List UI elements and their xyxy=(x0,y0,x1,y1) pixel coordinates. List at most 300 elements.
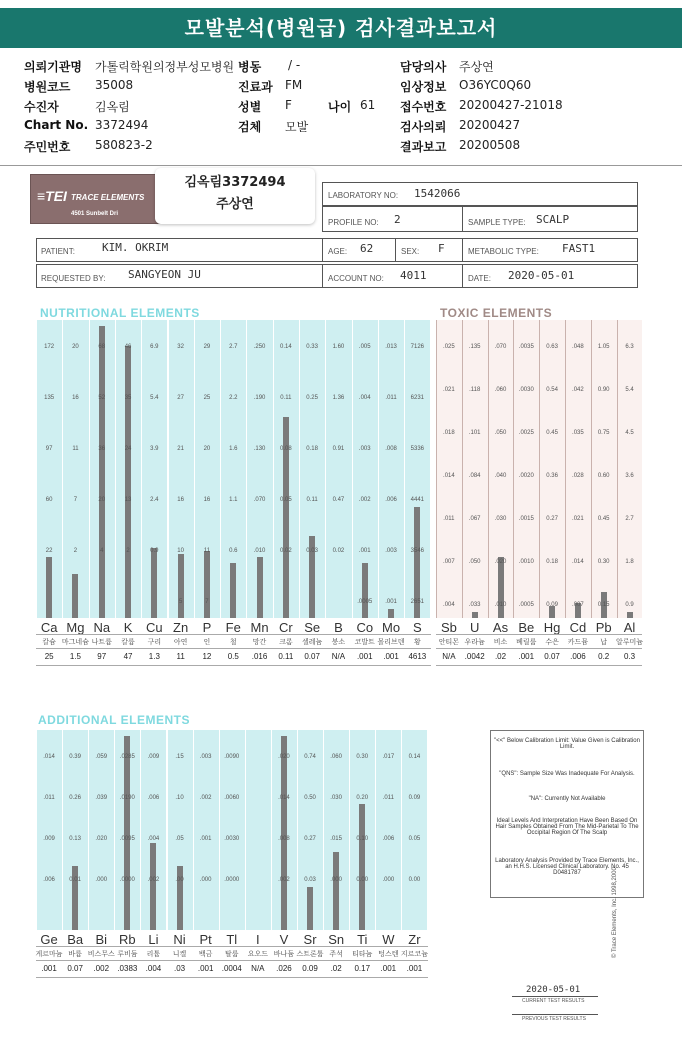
tick-label: .004 xyxy=(358,395,371,401)
element-value: N/A xyxy=(442,652,456,661)
hospital-code-label: 병원코드 xyxy=(24,80,71,94)
tick-label: 0.11 xyxy=(280,395,292,401)
tick-label: .001 xyxy=(385,599,397,605)
tick-label: .011 xyxy=(43,795,55,801)
element-value: .001 xyxy=(406,964,423,973)
element-value: 0.5 xyxy=(227,652,239,661)
tick-label: .250 xyxy=(253,344,266,350)
tick-label: 1.60 xyxy=(332,344,345,350)
tick-label: .0090 xyxy=(224,754,240,760)
doctor-value: 주상연 xyxy=(459,60,494,74)
tick-label: 0.25 xyxy=(306,395,318,401)
tick-label: .050 xyxy=(494,430,507,436)
tick-label: 0.02 xyxy=(332,548,345,554)
tick-label: 2.7 xyxy=(229,344,238,350)
element-symbol: Pb xyxy=(595,620,612,635)
element-korean-name: 백금 xyxy=(198,950,213,958)
grid-line xyxy=(436,665,642,666)
element-korean-name: 망간 xyxy=(252,638,267,646)
tick-label: .028 xyxy=(572,473,584,479)
element-symbol: U xyxy=(469,620,480,635)
tick-label: .0005 xyxy=(518,602,534,608)
element-value: 0.07 xyxy=(544,652,560,661)
element-bar xyxy=(281,736,287,930)
tick-label: 24 xyxy=(124,446,132,452)
element-value: 12 xyxy=(202,652,212,661)
tick-label: .059 xyxy=(95,754,108,760)
element-bar xyxy=(204,551,210,618)
element-korean-name: 카드뮴 xyxy=(567,638,589,646)
grid-line xyxy=(36,648,431,649)
element-symbol: Co xyxy=(356,620,374,635)
element-bar xyxy=(472,612,478,618)
tick-label: .048 xyxy=(572,344,584,350)
tick-label: 2.4 xyxy=(150,497,159,503)
element-korean-name: 알루미늄 xyxy=(615,638,644,646)
element-bar xyxy=(257,557,263,618)
tick-label: 6.3 xyxy=(625,344,634,350)
element-korean-name: 게르마늄 xyxy=(35,950,63,958)
tick-label: .0285 xyxy=(119,754,135,760)
tick-label: .15 xyxy=(175,754,184,760)
trace-elements-logo: TRACE ELEMENTS 4501 Sunbelt Dri ≡TEI xyxy=(30,174,162,224)
element-value: .0004 xyxy=(221,964,242,973)
element-column xyxy=(375,730,401,930)
form-patient-value: KIM. OKRIM xyxy=(102,241,169,254)
element-value: 0.2 xyxy=(598,652,610,661)
element-value: 47 xyxy=(123,652,133,661)
element-value: 0.3 xyxy=(623,652,636,661)
element-symbol: S xyxy=(413,620,422,635)
element-symbol: As xyxy=(492,620,509,635)
tick-label: 0.01 xyxy=(69,877,81,883)
tick-label: .011 xyxy=(385,395,397,401)
tick-label: .0035 xyxy=(518,344,534,350)
request-label: 검사의뢰 xyxy=(400,120,447,134)
tick-label: .190 xyxy=(253,395,266,401)
element-korean-name: 비소 xyxy=(493,638,508,646)
tick-label: 29 xyxy=(203,344,211,350)
element-korean-name: 나트륨 xyxy=(91,638,112,646)
dept-value: FM xyxy=(285,78,303,92)
patient-label: 수진자 xyxy=(24,100,59,114)
tick-label: .00 xyxy=(175,877,184,883)
element-korean-name: 티타늄 xyxy=(352,950,373,958)
tick-label: 135 xyxy=(44,395,55,401)
element-symbol: Al xyxy=(623,620,636,635)
tick-label: 21 xyxy=(177,446,184,452)
current-date: 2020-05-01 xyxy=(526,985,581,995)
element-column xyxy=(436,320,462,618)
tick-label: .006 xyxy=(385,497,397,503)
tick-label: .017 xyxy=(382,754,395,760)
element-symbol: Se xyxy=(304,620,321,635)
tick-label: 2 xyxy=(126,548,130,554)
element-value: .001 xyxy=(383,652,399,661)
element-korean-name: 칼륨 xyxy=(121,638,135,646)
lab-no-label: LABORATORY NO: xyxy=(328,191,399,200)
element-symbol: Bi xyxy=(95,932,108,947)
tick-label: .021 xyxy=(443,387,455,393)
sticker-line1: 김옥림3372494 xyxy=(184,175,286,190)
tick-label: 0.27 xyxy=(546,516,558,522)
tick-label: 7126 xyxy=(410,344,425,350)
element-symbol: Ni xyxy=(173,932,186,947)
profile-label: PROFILE NO: xyxy=(328,218,379,227)
tick-label: .000 xyxy=(199,877,212,883)
element-bar xyxy=(230,563,236,618)
element-symbol: I xyxy=(256,932,260,947)
tick-label: 5.4 xyxy=(625,387,634,393)
tick-label: 52 xyxy=(98,395,106,401)
tick-label: 0.18 xyxy=(306,446,318,452)
element-korean-name: 바륨 xyxy=(68,950,82,958)
tick-label: .005 xyxy=(358,344,371,350)
tick-label: .006 xyxy=(147,795,160,801)
tick-label: 0.47 xyxy=(332,497,345,503)
patient-value: 김옥림 xyxy=(95,100,130,114)
element-symbol: Ge xyxy=(40,932,58,947)
tick-label: 0.03 xyxy=(304,877,316,883)
tick-label: .130 xyxy=(253,446,266,452)
element-symbol: Sb xyxy=(440,620,457,635)
element-korean-name: 안티몬 xyxy=(438,638,460,646)
element-symbol: Ca xyxy=(40,620,58,635)
profile-value: 2 xyxy=(394,213,401,226)
tick-label: .015 xyxy=(330,836,342,842)
tick-label: .101 xyxy=(468,430,481,436)
element-symbol: Sr xyxy=(303,932,317,947)
tick-label: 5336 xyxy=(410,446,425,452)
element-column xyxy=(462,320,488,618)
tick-label: .039 xyxy=(95,795,108,801)
legend-lab: Laboratory Analysis Provided by Trace Elements, Inc., an H.H.S. Licensed Clinical Laboratory. No. 45 D0481787 xyxy=(495,858,639,876)
element-symbol: Hg xyxy=(543,620,561,635)
element-bar xyxy=(498,557,504,618)
tick-label: .011 xyxy=(382,795,394,801)
tick-label: 0.14 xyxy=(408,754,421,760)
tick-label: 11 xyxy=(203,548,211,554)
clinical-value: O36YC0Q60 xyxy=(459,78,532,92)
report-label: 결과보고 xyxy=(400,140,447,154)
element-korean-name: 인 xyxy=(203,638,211,646)
tick-label: 0.03 xyxy=(306,548,318,554)
tick-label: .030 xyxy=(494,516,507,522)
doctor-label: 담당의사 xyxy=(400,60,447,74)
tick-label: .0025 xyxy=(518,430,534,436)
tick-label: .067 xyxy=(468,516,481,522)
element-bar xyxy=(333,852,339,930)
tick-label: 4.5 xyxy=(625,430,634,436)
element-bar xyxy=(150,843,156,930)
tick-label: 16 xyxy=(177,497,184,503)
requested-value: SANGYEON JU xyxy=(128,268,201,281)
form-age-label: AGE: xyxy=(328,247,348,256)
tick-label: 0.30 xyxy=(356,754,369,760)
tick-label: 3.6 xyxy=(625,473,634,479)
element-bar xyxy=(177,866,183,930)
tick-label: .003 xyxy=(385,548,397,554)
tick-label: 0.05 xyxy=(280,497,292,503)
rrn-value: 580823-2 xyxy=(95,138,153,152)
tick-label: .007 xyxy=(572,602,584,608)
tick-label: 0.13 xyxy=(69,836,81,842)
tick-label: 0.33 xyxy=(306,344,318,350)
tick-label: 4441 xyxy=(410,497,425,503)
tick-label: 0.45 xyxy=(597,516,610,522)
legend-ideal: Ideal Levels And Interpretation Have Been Based On Hair Samples Obtained From The Mid-Parietal To The Occipital Region Of The Scalp xyxy=(495,818,639,836)
legend-na: "NA": Currently Not Available xyxy=(528,796,606,802)
sticker-line2: 주상연 xyxy=(216,197,254,212)
tick-label: 0.02 xyxy=(280,548,292,554)
tick-label: .118 xyxy=(469,387,481,393)
institution-label: 의뢰기관명 xyxy=(24,60,82,74)
tick-label: .003 xyxy=(358,446,371,452)
element-bar xyxy=(307,887,313,930)
tick-label: .008 xyxy=(278,836,290,842)
element-korean-name: 니켈 xyxy=(172,950,187,958)
sex-value: F xyxy=(285,98,292,112)
tick-label: 0.09 xyxy=(408,795,421,801)
element-value: 0.17 xyxy=(354,964,371,973)
tick-label: .014 xyxy=(43,754,55,760)
element-value: 1.3 xyxy=(148,652,160,661)
element-korean-name: 철 xyxy=(229,638,237,646)
tick-label: .0000 xyxy=(119,877,135,883)
legend-calibration: "<<" Below Calibration Limit: Value Given is Calibration Limit. xyxy=(494,738,640,750)
tick-label: 7 xyxy=(205,599,209,605)
element-column xyxy=(539,320,565,618)
ward-value: / - xyxy=(288,58,301,72)
tick-label: .0030 xyxy=(518,387,534,393)
tick-label: 0.75 xyxy=(597,430,610,436)
tick-label: .004 xyxy=(443,602,455,608)
element-value: .016 xyxy=(251,652,268,661)
element-symbol: Ti xyxy=(357,932,368,947)
toxic-title: TOXIC ELEMENTS xyxy=(440,306,553,320)
tick-label: .001 xyxy=(199,836,212,842)
element-value: 0.07 xyxy=(304,652,320,661)
tick-label: .0095 xyxy=(119,836,135,842)
element-bar xyxy=(72,574,78,618)
legend-qns: "QNS": Sample Size Was Inadequate For Analysis. xyxy=(499,771,635,777)
tick-label: 36 xyxy=(98,446,106,452)
tick-label: 0.09 xyxy=(546,602,558,608)
element-value: .001 xyxy=(380,964,397,973)
tick-label: .002 xyxy=(147,877,160,883)
element-korean-name: 구리 xyxy=(147,638,162,646)
element-bar xyxy=(46,557,52,618)
requested-label: REQUESTED BY: xyxy=(41,274,106,283)
element-column xyxy=(325,320,351,618)
tick-label: 3546 xyxy=(410,548,425,554)
tick-label: .002 xyxy=(358,497,371,503)
chart-label: Chart No. xyxy=(24,118,89,132)
chart-value: 3372494 xyxy=(95,118,149,132)
header-divider xyxy=(0,165,682,166)
element-bar xyxy=(178,554,184,618)
element-value: .001 xyxy=(518,652,535,661)
tick-label: 46 xyxy=(124,344,132,350)
grid-line xyxy=(36,946,428,947)
tick-label: 4 xyxy=(100,548,104,554)
age-label: 나이 xyxy=(328,100,352,114)
tick-label: .003 xyxy=(199,754,212,760)
tick-label: 0.9 xyxy=(625,602,634,608)
tick-label: 11 xyxy=(72,446,79,452)
tick-label: 20 xyxy=(203,446,211,452)
element-korean-name: 스트론튬 xyxy=(296,950,324,958)
tick-label: 0.00 xyxy=(408,877,421,883)
element-value: .026 xyxy=(276,964,292,973)
clinical-label: 임상정보 xyxy=(400,80,447,94)
tick-label: .020 xyxy=(494,559,507,565)
institution-value: 가톨릭학원의정부성모병원 xyxy=(95,60,235,74)
element-symbol: P xyxy=(202,620,212,635)
grid-line xyxy=(36,960,428,961)
element-symbol: Rb xyxy=(119,932,136,947)
element-value: .001 xyxy=(356,652,373,661)
element-value: .03 xyxy=(173,964,186,973)
element-value: 11 xyxy=(176,652,185,661)
element-column xyxy=(617,320,643,618)
tick-label: .0010 xyxy=(518,559,534,565)
tick-label: .0190 xyxy=(119,795,135,801)
tick-label: 6231 xyxy=(410,395,425,401)
tick-label: 16 xyxy=(203,497,211,503)
tick-label: .135 xyxy=(468,344,481,350)
element-bar xyxy=(359,804,365,930)
tick-label: 0.74 xyxy=(304,754,316,760)
element-bar xyxy=(151,548,157,618)
element-symbol: B xyxy=(334,620,343,635)
tick-label: .014 xyxy=(278,795,290,801)
element-symbol: Pt xyxy=(199,932,212,947)
tick-label: 25 xyxy=(203,395,211,401)
element-korean-name: 황 xyxy=(413,638,421,646)
tick-label: .070 xyxy=(494,344,507,350)
element-value: N/A xyxy=(331,652,346,661)
tick-label: .002 xyxy=(199,795,212,801)
tick-label: .033 xyxy=(468,602,481,608)
ward-label: 병동 xyxy=(238,60,262,74)
element-korean-name: 아연 xyxy=(173,638,188,646)
element-symbol: Mo xyxy=(382,620,401,635)
tick-label: .006 xyxy=(43,877,55,883)
element-symbol: Be xyxy=(518,620,535,635)
element-korean-name: 크롬 xyxy=(279,638,293,646)
element-value: N/A xyxy=(251,964,265,973)
tick-label: 68 xyxy=(98,344,106,350)
tick-label: 20 xyxy=(98,497,106,503)
element-column xyxy=(245,730,271,930)
tick-label: 0.6 xyxy=(229,548,238,554)
dept-label: 진료과 xyxy=(238,80,273,94)
element-column xyxy=(219,730,245,930)
current-results-label: CURRENT TEST RESULTS xyxy=(522,998,585,1004)
element-symbol: Sn xyxy=(328,932,345,947)
request-value: 20200427 xyxy=(459,118,521,132)
tick-label: 0.11 xyxy=(306,497,318,503)
tick-label: .0060 xyxy=(224,795,240,801)
element-korean-name: 리튬 xyxy=(146,950,161,958)
tick-label: .0015 xyxy=(518,516,534,522)
tick-label: 2.7 xyxy=(625,516,634,522)
receipt-label: 접수번호 xyxy=(400,100,447,114)
element-korean-name: 수은 xyxy=(545,638,559,646)
patient-sticker xyxy=(155,168,315,224)
element-bar xyxy=(99,326,105,618)
specimen-label: 검체 xyxy=(238,120,262,134)
element-value: 4613 xyxy=(408,652,427,661)
tick-label: .000 xyxy=(382,877,395,883)
tick-label: .0005 xyxy=(357,599,373,605)
tick-label: 0.00 xyxy=(356,877,369,883)
element-korean-name: 베릴륨 xyxy=(516,638,537,646)
tick-label: 0.90 xyxy=(597,387,610,393)
element-korean-name: 붕소 xyxy=(331,638,346,646)
report-title: 모발분석(병원급) 검사결과보고서 xyxy=(0,8,682,48)
tick-label: .008 xyxy=(385,446,397,452)
element-bar xyxy=(124,736,130,930)
element-symbol: Tl xyxy=(226,932,238,947)
element-bar xyxy=(362,563,368,618)
tick-label: .0000 xyxy=(224,877,240,883)
tick-label: .060 xyxy=(330,754,342,760)
lab-no-value: 1542066 xyxy=(414,187,461,200)
tick-label: .035 xyxy=(572,430,584,436)
tick-label: 0.27 xyxy=(304,836,316,842)
tick-label: .030 xyxy=(330,795,342,801)
tick-label: 97 xyxy=(45,446,53,452)
grid-line xyxy=(36,977,428,978)
tick-label: .011 xyxy=(443,516,455,522)
tick-label: 0.26 xyxy=(69,795,81,801)
tick-label: 27 xyxy=(177,395,184,401)
element-korean-name: 우라늄 xyxy=(464,638,485,646)
tick-label: .000 xyxy=(95,877,108,883)
tick-label: 2651 xyxy=(410,599,425,605)
tick-label: 0.9 xyxy=(150,548,159,554)
tick-label: 5.4 xyxy=(150,395,159,401)
element-value: .02 xyxy=(330,964,342,973)
metabolic-label: METABOLIC TYPE: xyxy=(468,247,539,256)
tick-label: .040 xyxy=(494,473,507,479)
age-value: 61 xyxy=(360,98,376,112)
element-korean-name: 마그네슘 xyxy=(61,638,89,646)
tick-label: 3.9 xyxy=(150,446,159,452)
element-value: 25 xyxy=(44,652,54,661)
element-symbol: Zr xyxy=(408,932,421,947)
tick-label: 0.14 xyxy=(280,344,292,350)
tick-label: .05 xyxy=(175,836,184,842)
tick-label: .000 xyxy=(330,877,342,883)
tick-label: .020 xyxy=(278,754,290,760)
element-korean-name: 텅스텐 xyxy=(378,950,399,958)
tick-label: 0.36 xyxy=(546,473,558,479)
tick-label: 5 xyxy=(178,599,183,605)
previous-results-label: PREVIOUS TEST RESULTS xyxy=(522,1016,586,1022)
tick-label: 16 xyxy=(72,395,79,401)
element-korean-name: 바나듐 xyxy=(273,950,295,958)
tick-label: .10 xyxy=(175,795,184,801)
element-bar xyxy=(549,606,555,618)
element-column xyxy=(36,730,62,930)
tick-label: .009 xyxy=(147,754,160,760)
tick-label: 1.1 xyxy=(229,497,238,503)
tick-label: 2.2 xyxy=(229,395,238,401)
tick-label: .025 xyxy=(443,344,455,350)
